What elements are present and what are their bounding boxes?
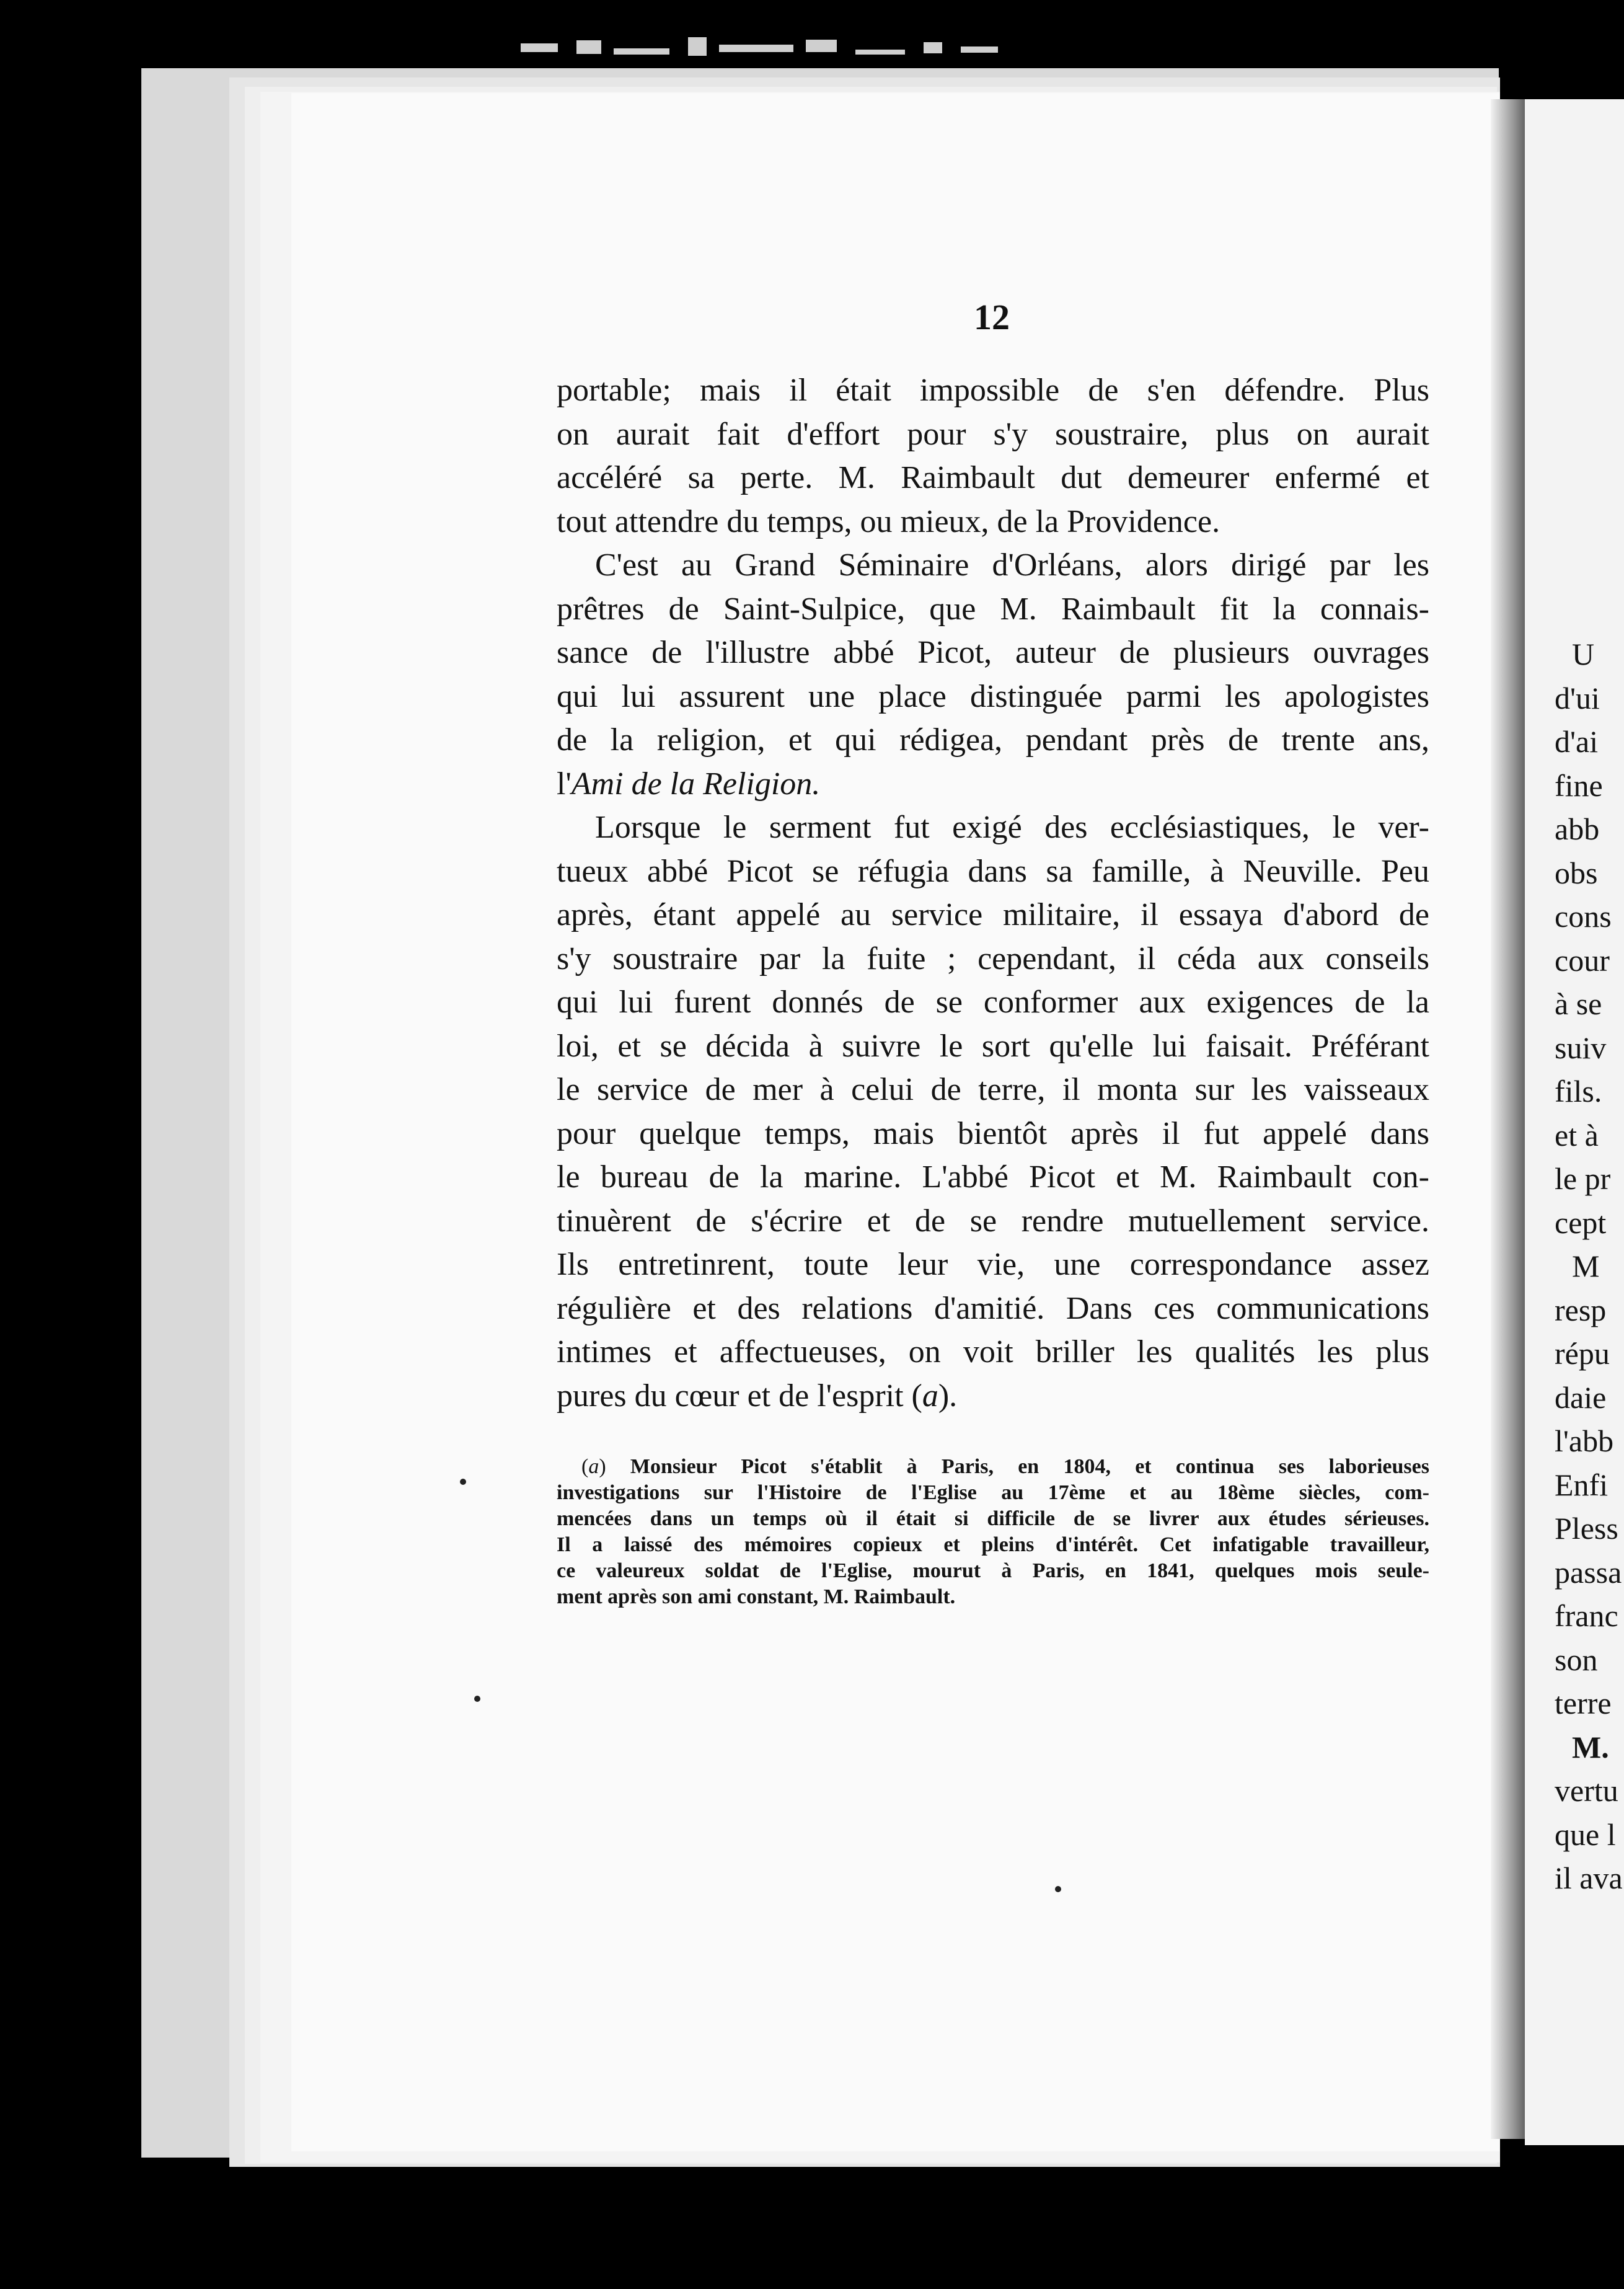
- text-line: loi, et se décida à suivre le sort qu'elle lui faisait. Préférant: [557, 1028, 1429, 1064]
- text-line: on aurait fait d'effort pour s'y soustraire, plus on aurait: [557, 416, 1429, 452]
- right-page-line: et à: [1555, 1117, 1599, 1153]
- text-line: après, étant appelé au service militaire, il essaya d'abord de: [557, 897, 1429, 932]
- right-page-line: M: [1572, 1249, 1600, 1283]
- speck: [460, 1479, 466, 1485]
- right-page-line: répu: [1555, 1336, 1610, 1371]
- right-page-line: vertu: [1555, 1773, 1618, 1808]
- right-page-line: il ava: [1555, 1861, 1623, 1895]
- text-line: intimes et affectueuses, on voit briller les qualités les plus: [557, 1334, 1429, 1370]
- footnote-line: mencées dans un temps où il était si difficile de se livrer aux études sérieuses.: [557, 1507, 1429, 1530]
- right-page-line: suiv: [1555, 1030, 1607, 1065]
- right-page-line: cept: [1555, 1205, 1607, 1240]
- text-line: prêtres de Saint-Sulpice, que M. Raimbault fit la connais-: [557, 591, 1429, 627]
- footnote-line: Il a laissé des mémoires copieux et pleins d'intérêt. Cet infatigable travailleur,: [557, 1533, 1429, 1556]
- right-page-line: franc: [1555, 1598, 1618, 1633]
- page-number: 12: [974, 297, 1010, 337]
- right-page-line: obs: [1555, 855, 1598, 890]
- footnote: [557, 1454, 1429, 1610]
- right-page-line: fils.: [1555, 1074, 1602, 1109]
- text-line: régulière et des relations d'amitié. Dans ces communications: [557, 1290, 1429, 1326]
- text-line: tout attendre du temps, ou mieux, de la Providence.: [557, 503, 1220, 539]
- text-line: portable; mais il était impossible de s'en défendre. Plus: [557, 373, 1429, 408]
- text-line: C'est au Grand Séminaire d'Orléans, alors dirigé par les: [595, 547, 1429, 583]
- text-line: [557, 763, 1429, 807]
- right-page-line: daie: [1555, 1379, 1607, 1415]
- right-page-line: M.: [1572, 1729, 1609, 1764]
- text-line: accéléré sa perte. M. Raimbault dut demeurer enfermé et: [557, 460, 1429, 495]
- text-line: de la religion, et qui rédigea, pendant près de trente ans,: [557, 722, 1429, 758]
- text-line: sance de l'illustre abbé Picot, auteur de plusieurs ouvrages: [557, 635, 1429, 670]
- right-page-line: cour: [1555, 942, 1610, 978]
- text-line: qui lui assurent une place distinguée parmi les apologistes: [557, 678, 1429, 714]
- right-page-line: que l: [1555, 1817, 1616, 1852]
- right-page-line: fine: [1555, 768, 1603, 803]
- speck: [474, 1696, 480, 1702]
- right-page-line: son: [1555, 1642, 1598, 1677]
- right-page-line: l'abb: [1555, 1423, 1614, 1458]
- body-text: [557, 369, 1429, 1418]
- text-fragment: pures du cœur et de l'esprit (: [557, 1378, 922, 1414]
- right-page-line: d'ai: [1555, 724, 1599, 759]
- text-line: qui lui furent donnés de se conformer aux exigences de la: [557, 985, 1429, 1020]
- right-page-line: d'ui: [1555, 680, 1600, 715]
- italic-text: Ami de la Religion.: [571, 766, 821, 802]
- text-line: tinuèrent de s'écrire et de se rendre mutuellement service.: [557, 1203, 1429, 1239]
- text-line: Ils entretinrent, toute leur vie, une correspondance assez: [557, 1247, 1429, 1282]
- book-spine-shadow: [1491, 99, 1528, 2139]
- footnote-marker: (a): [581, 1455, 630, 1478]
- right-page-line: Pless: [1555, 1511, 1618, 1546]
- right-page-line: U: [1572, 637, 1595, 671]
- footnote-line: [557, 1454, 1429, 1480]
- text-fragment: ).: [938, 1378, 958, 1414]
- right-page-line: terre: [1555, 1686, 1612, 1720]
- footnote-line: ment après son ami constant, M. Raimbault.: [557, 1585, 956, 1608]
- text-line: le service de mer à celui de terre, il monta sur les vaisseaux: [557, 1072, 1429, 1107]
- text-fragment: l': [557, 766, 571, 802]
- text-line: pour quelque temps, mais bientôt après il fut appelé dans: [557, 1115, 1429, 1151]
- speck: [1055, 1886, 1061, 1892]
- footnote-text: Monsieur Picot s'établit à Paris, en 1804, et continua ses laborieuses: [630, 1455, 1429, 1478]
- right-page-line: le pr: [1555, 1161, 1611, 1196]
- right-page-line: cons: [1555, 899, 1612, 934]
- right-page-line: abb: [1555, 812, 1600, 846]
- italic-text: a: [922, 1378, 938, 1414]
- text-line: tueux abbé Picot se réfugia dans sa famille, à Neuville. Peu: [557, 853, 1429, 889]
- right-page-line: Enfi: [1555, 1467, 1609, 1502]
- text-line: [557, 1375, 1429, 1419]
- text-line: s'y soustraire par la fuite ; cependant, il céda aux conseils: [557, 941, 1429, 976]
- text-line: Lorsque le serment fut exigé des ecclésiastiques, le ver-: [595, 810, 1429, 845]
- right-page-text: [1555, 632, 1624, 1900]
- right-page-line: à se: [1555, 986, 1602, 1021]
- footnote-line: investigations sur l'Histoire de l'Eglise au 17ème et au 18ème siècles, com-: [557, 1481, 1429, 1504]
- footnote-line: ce valeureux soldat de l'Eglise, mourut à Paris, en 1841, quelques mois seule-: [557, 1559, 1429, 1582]
- right-page-line: passa: [1555, 1554, 1622, 1590]
- text-line: le bureau de la marine. L'abbé Picot et M. Raimbault con-: [557, 1159, 1429, 1195]
- right-page-line: resp: [1555, 1292, 1607, 1327]
